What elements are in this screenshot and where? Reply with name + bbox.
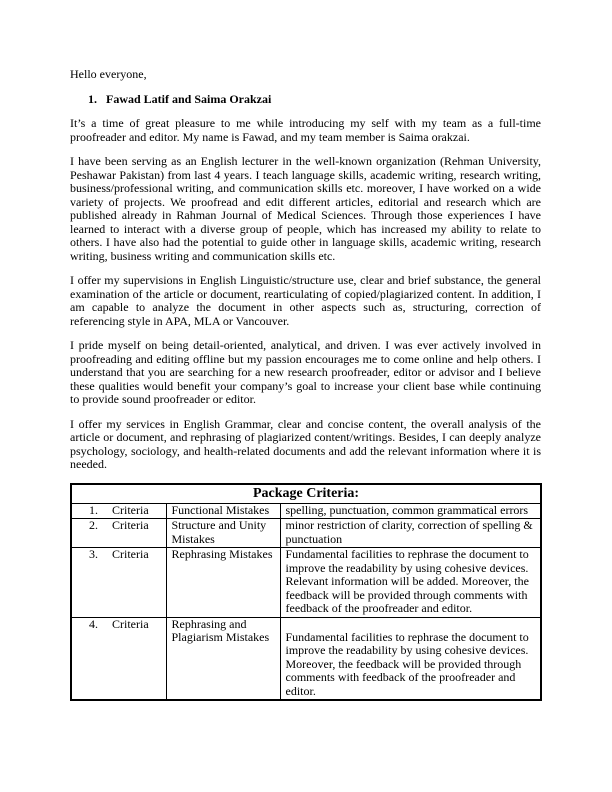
paragraph-experience: I have been serving as an English lecturer in the well-known organization (Rehman University, Peshawar Pakistan) from last 4 years. I teach language skills, academic writing, research writing, business/professional writing, and communication skills etc. moreover, I have worked on a wide variety of projects. We proofread and edit different articles, editorial and research which are published already in Rahman Journal of Medical Sciences. Through those experiences I have learned to interact with a diverse group of people, which has increased my ability to relate to others. I have also had the potential to guide other in language skills, academic writing, research writing, business writing and communication skills etc.: [70, 154, 541, 263]
table-title-row: [71, 484, 541, 504]
criteria-number: 1.: [89, 503, 98, 517]
description-cell: Fundamental facilities to rephrase the document to improve the readability by using cohesive devices. Relevant information will be added. Moreover, the feedback will be provided through comments with feedback of the proofreader and editor.: [280, 548, 541, 618]
paragraph-introduction: It’s a time of great pleasure to me while introducing my self with my team as a full-time proofreader and editor. My name is Fawad, and my team member is Saima orakzai.: [70, 116, 541, 144]
heading-text: Fawad Latif and Saima Orakzai: [106, 91, 272, 106]
mistake-type-cell: Functional Mistakes: [166, 503, 280, 519]
mistake-type-cell: Rephrasing Mistakes: [166, 548, 280, 618]
mistake-type-cell: Rephrasing and Plagiarism Mistakes: [166, 617, 280, 700]
criteria-label: Criteria: [112, 617, 149, 631]
numbered-heading: [70, 93, 541, 107]
table-row-criteria-2: [71, 519, 541, 548]
paragraph-services: I offer my services in English Grammar, clear and concise content, the overall analysis of the article or document, and rephrasing of plagiarized content/writings. Besides, I can deeply analyze psychology, sociology, and health-related documents and add the relevant information where it is needed.: [70, 416, 541, 471]
mistake-type-cell: Structure and Unity Mistakes: [166, 519, 280, 548]
criteria-label: Criteria: [112, 547, 149, 561]
criteria-number: 2.: [89, 518, 98, 532]
criteria-cell: [71, 519, 166, 548]
description-cell: Fundamental facilities to rephrase the document to improve the readability by using cohesive devices. Moreover, the feedback will be provided through comments with feedback of the proofreader and editor.: [280, 617, 541, 700]
greeting-text: Hello everyone,: [70, 67, 147, 81]
criteria-number: 3.: [89, 547, 98, 561]
table-row-criteria-3: [71, 548, 541, 618]
paragraph-supervisions: I offer my supervisions in English Linguistic/structure use, clear and brief substance, the general examination of the article or document, rearticulating of copied/plagiarized content. In addition, I am capable to analyze the document in other aspects such as, structuring, correction of referencing style in APA, MLA or Vancouver.: [70, 273, 541, 328]
criteria-number: 4.: [89, 617, 98, 631]
criteria-label: Criteria: [112, 518, 149, 532]
criteria-label: Criteria: [112, 503, 149, 517]
description-cell: spelling, punctuation, common grammatical errors: [280, 503, 541, 519]
description-cell: minor restriction of clarity, correction of spelling & punctuation: [280, 519, 541, 548]
paragraph-qualities: I pride myself on being detail-oriented, analytical, and driven. I was ever actively involved in proofreading and editing offline but my passion encourages me to come online and help others. I understand that you are searching for a new research proofreader, editor or advisor and I believe these qualities would benefit your company’s goal to increase your client base while continuing to provide sound proofreader or editor.: [70, 338, 541, 406]
package-criteria-table: [70, 483, 542, 702]
criteria-cell: [71, 617, 166, 700]
table-title: Package Criteria:: [71, 484, 541, 504]
criteria-cell: [71, 503, 166, 519]
table-row-criteria-1: [71, 503, 541, 519]
table-row-criteria-4: [71, 617, 541, 700]
criteria-cell: [71, 548, 166, 618]
heading-number: 1.: [88, 91, 97, 106]
